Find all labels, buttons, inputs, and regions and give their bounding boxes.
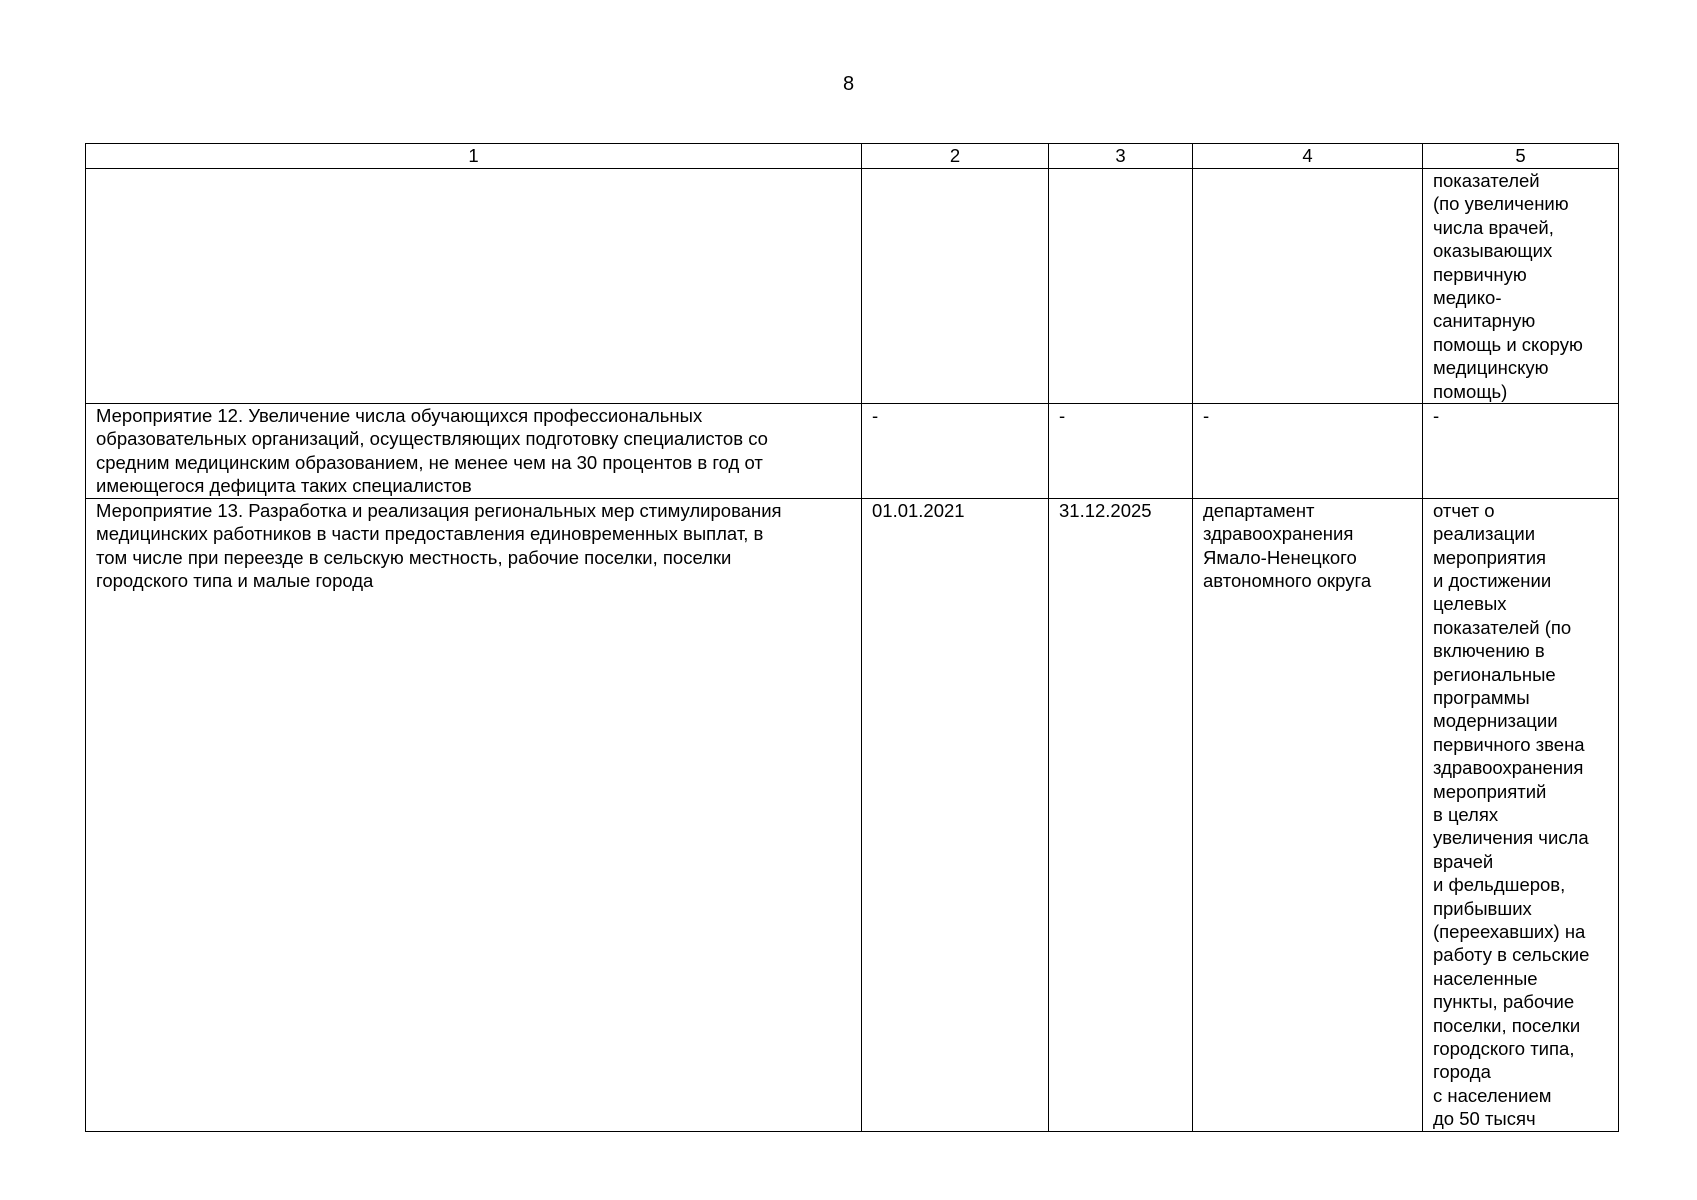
cell-result: - (1423, 404, 1619, 499)
cell-responsible: департамент здравоохранения Ямало-Ненецкого автономного округа (1193, 498, 1423, 1131)
column-header-3: 3 (1049, 144, 1193, 169)
cell-end-date: 31.12.2025 (1049, 498, 1193, 1131)
cell-measure (86, 169, 862, 404)
cell-end-date: - (1049, 404, 1193, 499)
column-header-4: 4 (1193, 144, 1423, 169)
table-row (86, 169, 1619, 404)
column-header-1: 1 (86, 144, 862, 169)
cell-start-date (862, 169, 1049, 404)
cell-measure: Мероприятие 13. Разработка и реализация региональных мер стимулирования медицинских работников в части предоставления единовременных выплат, в том числе при переезде в сельскую местность, рабочие поселки, поселки городского типа и малые города (86, 498, 862, 1131)
cell-responsible (1193, 169, 1423, 404)
page-number: 8 (842, 73, 855, 95)
cell-start-date: - (862, 404, 1049, 499)
column-header-5: 5 (1423, 144, 1619, 169)
column-header-2: 2 (862, 144, 1049, 169)
table-row (86, 498, 1619, 1131)
cell-result: показателей (по увеличению числа врачей, оказывающих первичную медико- санитарную помощь и скорую медицинскую помощь) (1423, 169, 1619, 404)
cell-responsible: - (1193, 404, 1423, 499)
cell-end-date (1049, 169, 1193, 404)
cell-start-date: 01.01.2021 (862, 498, 1049, 1131)
cell-result: отчет о реализации мероприятия и достижении целевых показателей (по включению в региональные программы модернизации первичного звена здравоохранения мероприятий в целях увеличения числа врачей и фельдшеров, прибывших (переехавших) на работу в сельские населенные пункты, рабочие поселки, поселки городского типа, города с населением до 50 тысяч (1423, 498, 1619, 1131)
table-row (86, 404, 1619, 499)
cell-measure: Мероприятие 12. Увеличение числа обучающихся профессиональных образовательных организаций, осуществляющих подготовку специалистов со средним медицинским образованием, не менее чем на 30 процентов в год от имеющегося дефицита таких специалистов (86, 404, 862, 499)
measures-table (85, 143, 1619, 1132)
table-header-row (86, 144, 1619, 169)
